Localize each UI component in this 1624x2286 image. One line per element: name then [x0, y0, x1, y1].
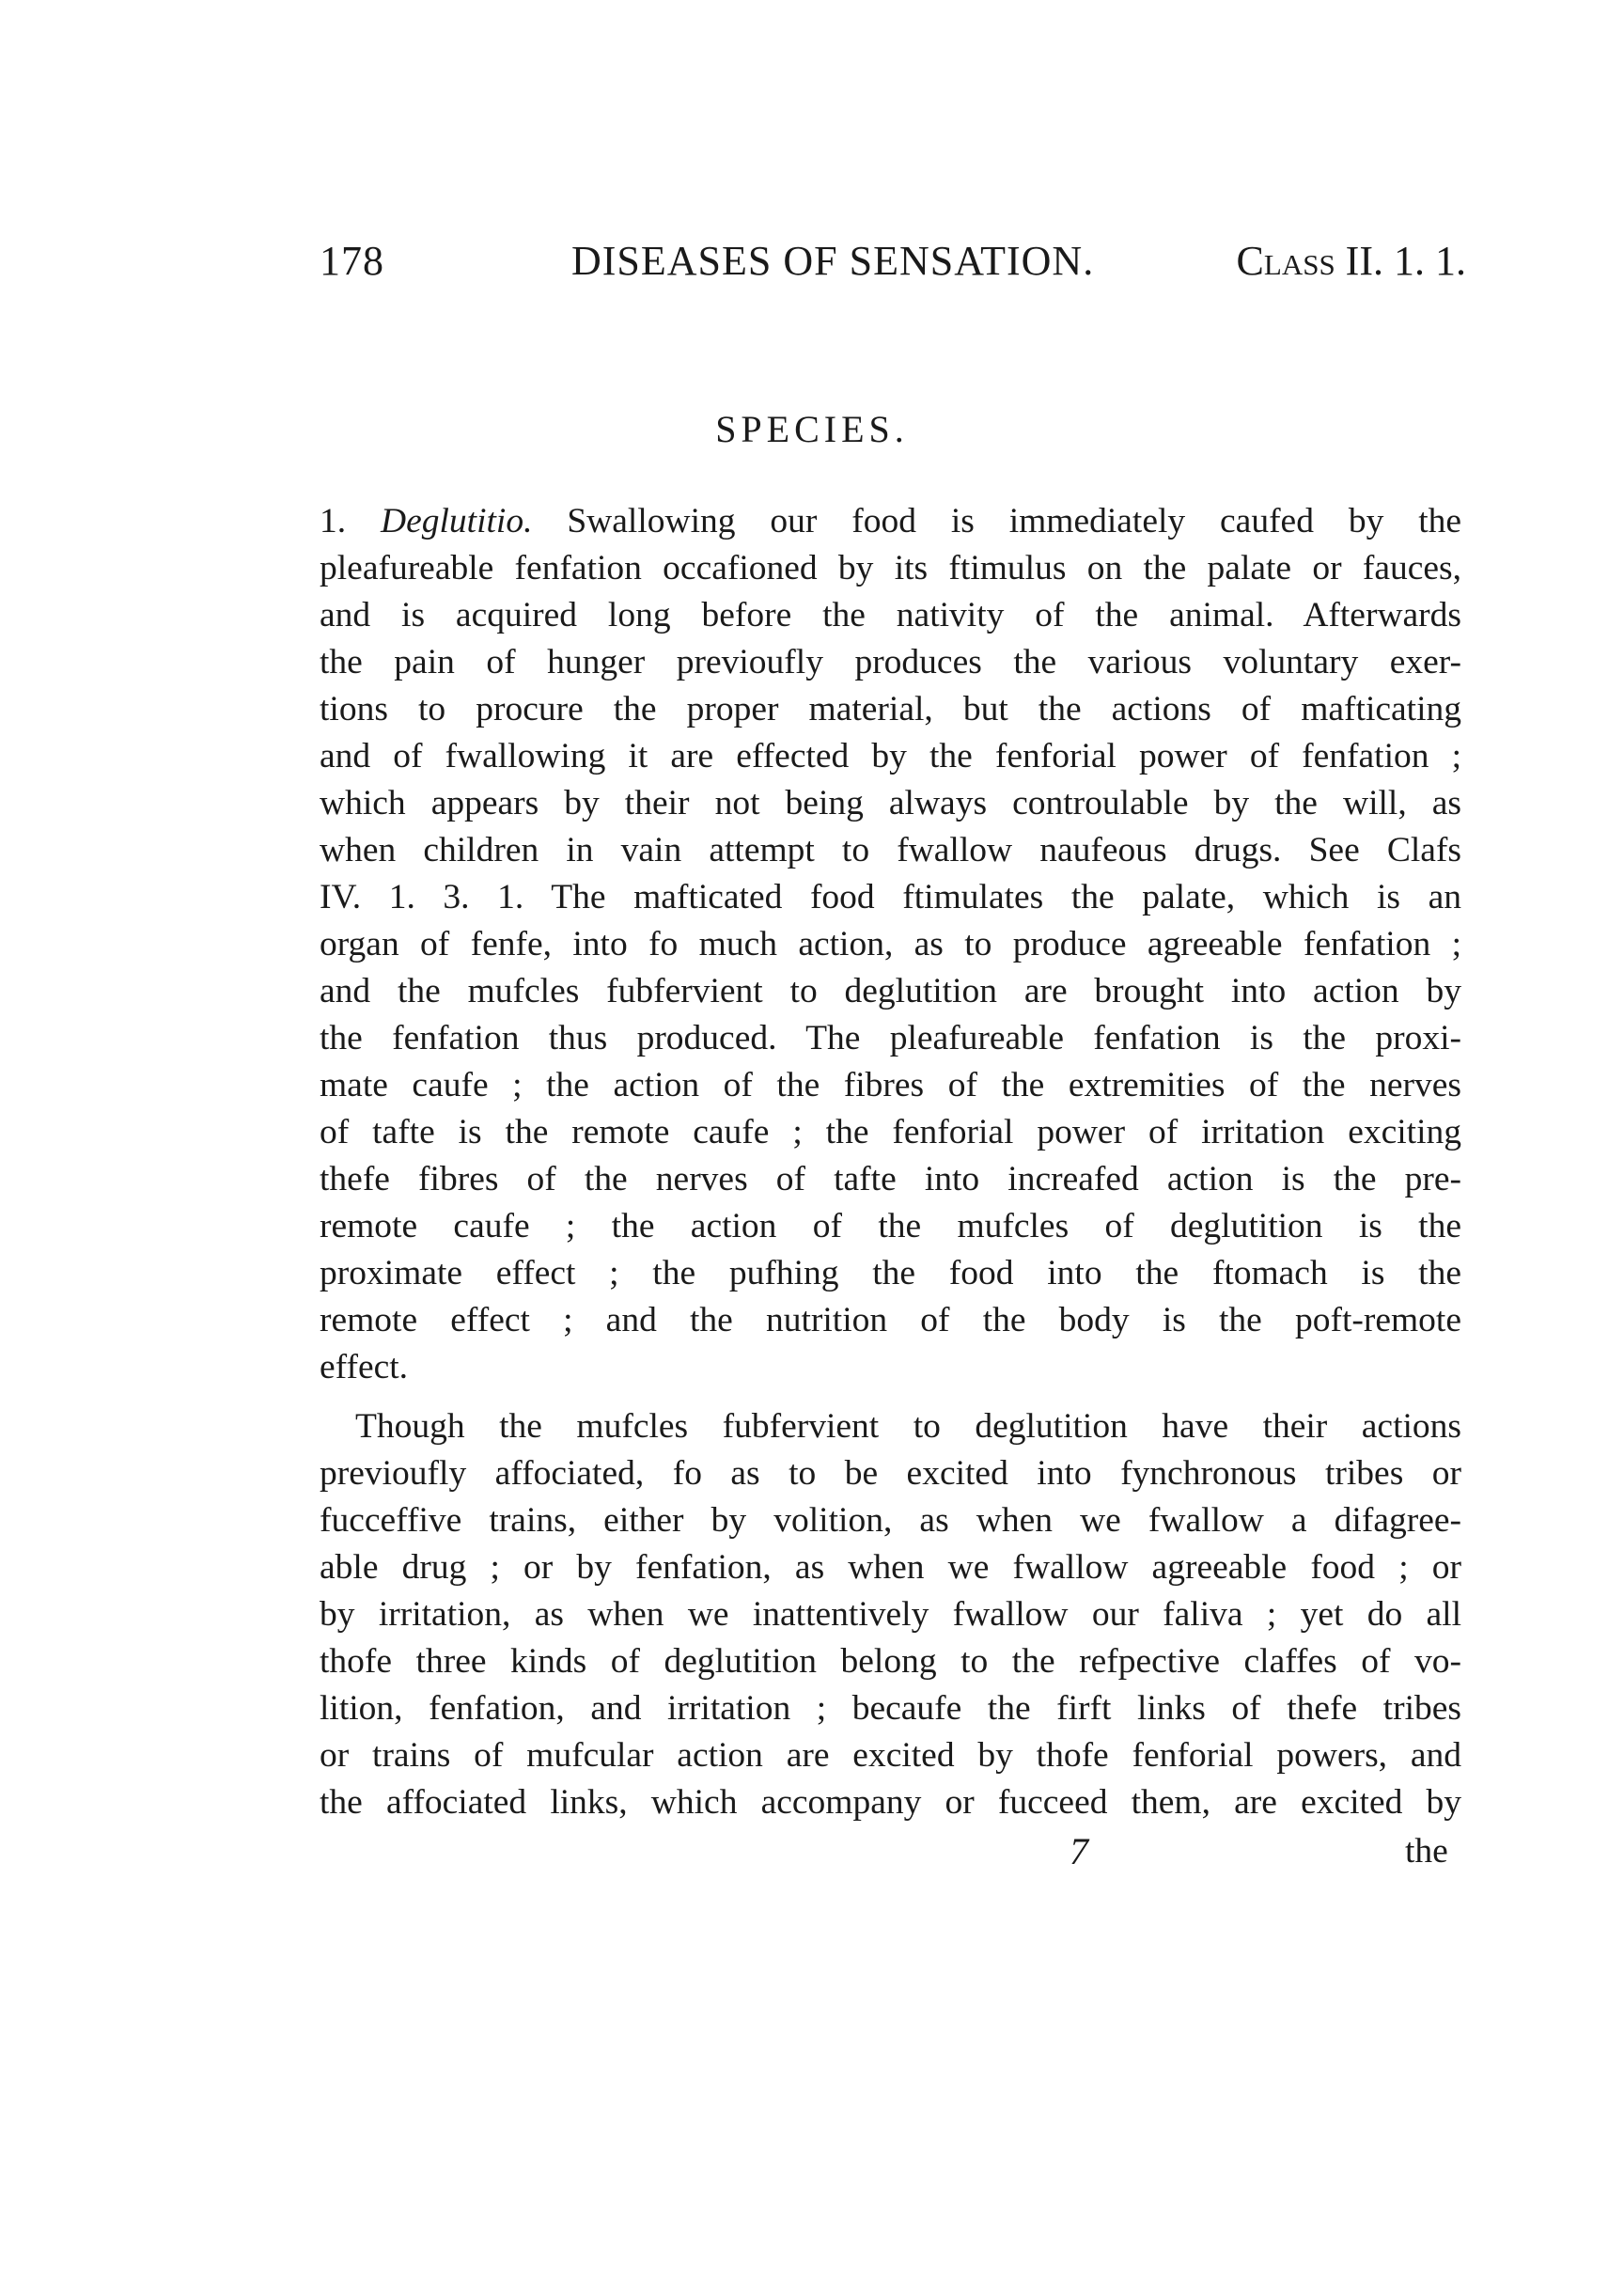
class-reference: Class II. 1. 1.	[1236, 238, 1466, 284]
paragraph2-line: Though the mufcles fubfervient to deglutition have their actions	[355, 1407, 1461, 1446]
paragraph1-line: effect.	[320, 1348, 409, 1386]
paragraph1-line: pleafureable fenfation occafioned by its ftimulus on the palate or fauces,	[320, 549, 1461, 587]
entry-term: Deglutitio.	[381, 502, 533, 540]
paragraph2-line: able drug ; or by fenfation, as when we fwallow agreeable food ; or	[320, 1548, 1461, 1587]
paragraph1-line: the pain of hunger previoufly produces the various voluntary exer-	[320, 643, 1461, 681]
paragraph2-line: previoufly affociated, fo as to be excited into fynchronous tribes or	[320, 1454, 1461, 1493]
paragraph1-line: proximate effect ; the pufhing the food into the ftomach is the	[320, 1254, 1461, 1292]
paragraph1-line: the fenfation thus produced. The pleafureable fenfation is the proxi-	[320, 1019, 1461, 1057]
paragraph1-line: thefe fibres of the nerves of tafte into increafed action is the pre-	[320, 1160, 1461, 1198]
paragraph2-line: the affociated links, which accompany or fucceed them, are excited by	[320, 1783, 1461, 1822]
line-text: Swallowing our food is immediately caufed by the	[567, 502, 1462, 540]
paragraph1-line: of tafte is the remote caufe ; the fenforial power of irritation exciting	[320, 1113, 1461, 1151]
paragraph1-line: and of fwallowing it are effected by the fenforial power of fenfation ;	[320, 737, 1461, 775]
paragraph1-line: when children in vain attempt to fwallow naufeous drugs. See Clafs	[320, 831, 1461, 869]
signature-mark: 7	[1070, 1830, 1088, 1872]
paragraph1-line: mate caufe ; the action of the fibres of the extremities of the nerves	[320, 1066, 1461, 1104]
paragraph1-line: organ of fenfe, into fo much action, as to produce agreeable fenfation ;	[320, 925, 1461, 963]
catchword: the	[1405, 1832, 1448, 1871]
paragraph2-line: lition, fenfation, and irritation ; becaufe the firft links of thefe tribes	[320, 1689, 1461, 1728]
paragraph1-line: remote caufe ; the action of the mufcles of deglutition is the	[320, 1207, 1461, 1245]
paragraph1-line: tions to procure the proper material, but the actions of mafticating	[320, 690, 1461, 728]
page-number: 178	[320, 238, 384, 284]
entry-number: 1.	[320, 502, 347, 540]
paragraph1-line: and the mufcles fubfervient to deglutition are brought into action by	[320, 972, 1461, 1010]
paragraph1-line	[320, 498, 1461, 545]
paragraph2-line: thofe three kinds of deglutition belong to the refpective claffes of vo-	[320, 1642, 1461, 1681]
section-heading: SPECIES.	[715, 408, 909, 450]
paragraph1-line: which appears by their not being always controulable by the will, as	[320, 784, 1461, 822]
paragraph2-line: or trains of mufcular action are excited by thofe fenforial powers, and	[320, 1736, 1461, 1775]
paragraph1-line: IV. 1. 3. 1. The mafticated food ftimulates the palate, which is an	[320, 878, 1461, 916]
paragraph1-line: and is acquired long before the nativity of the animal. Afterwards	[320, 596, 1461, 634]
paragraph1-line: remote effect ; and the nutrition of the body is the poft-remote	[320, 1301, 1461, 1339]
paragraph2-line: by irritation, as when we inattentively fwallow our faliva ; yet do all	[320, 1595, 1461, 1634]
paragraph2-line: fucceffive trains, either by volition, as when we fwallow a difagree-	[320, 1501, 1461, 1540]
running-title: DISEASES OF SENSATION.	[571, 238, 1095, 284]
running-head	[320, 233, 1466, 290]
